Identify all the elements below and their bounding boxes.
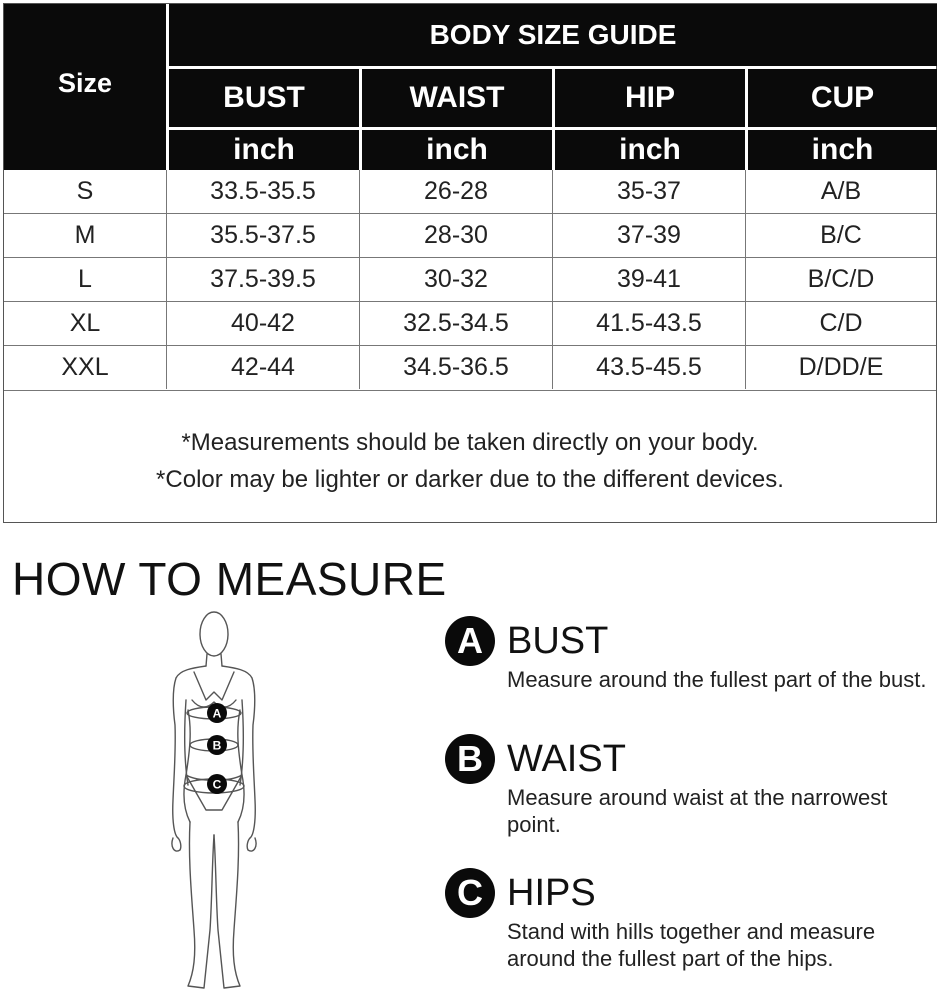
- hip-cell: 43.5-45.5: [552, 346, 745, 389]
- cup-cell: C/D: [745, 302, 936, 345]
- size-guide-table: [3, 3, 937, 523]
- hip-cell: 37-39: [552, 214, 745, 257]
- unit-label-waist: inch: [362, 130, 552, 170]
- waist-cell: 34.5-36.5: [359, 346, 552, 389]
- cup-cell: D/DD/E: [745, 346, 936, 389]
- waist-cell: 26-28: [359, 170, 552, 213]
- figure-marker-c: C: [212, 777, 222, 792]
- table-row: [4, 170, 936, 213]
- table-row: [4, 301, 936, 345]
- size-column-header: [4, 4, 166, 170]
- table-row: [4, 345, 936, 389]
- step-badge-b: B: [445, 734, 495, 784]
- table-row: [4, 213, 936, 257]
- step-description-waist: Measure around waist at the narrowest point.: [507, 785, 888, 837]
- step-title-waist: WAIST: [507, 738, 626, 780]
- step-description-bust: Measure around the fullest part of the bust.: [507, 667, 927, 692]
- column-header-bust: BUST: [169, 69, 359, 127]
- color-note: *Color may be lighter or darker due to the different devices.: [156, 466, 784, 493]
- bust-cell: 35.5-37.5: [166, 214, 359, 257]
- unit-label-cup: inch: [748, 130, 937, 170]
- step-description-hips: Stand with hills together and measure around the fullest part of the hips.: [507, 919, 876, 971]
- waist-cell: 30-32: [359, 258, 552, 301]
- cup-cell: B/C: [745, 214, 936, 257]
- waist-cell: 32.5-34.5: [359, 302, 552, 345]
- bust-cell: 37.5-39.5: [166, 258, 359, 301]
- size-cell: M: [74, 221, 96, 249]
- hip-cell: 41.5-43.5: [552, 302, 745, 345]
- size-header-label: Size: [57, 67, 113, 98]
- hip-cell: 35-37: [552, 170, 745, 213]
- bust-cell: 40-42: [166, 302, 359, 345]
- size-cell: XL: [69, 309, 101, 337]
- body-outline-icon: [148, 600, 288, 1000]
- column-header-waist: WAIST: [362, 69, 552, 127]
- waist-cell: 28-30: [359, 214, 552, 257]
- measurement-note: *Measurements should be taken directly on your body.: [181, 429, 759, 456]
- cup-cell: B/C/D: [745, 258, 936, 301]
- step-title-hips: HIPS: [507, 872, 596, 914]
- bust-cell: 33.5-35.5: [166, 170, 359, 213]
- table-notes: [4, 390, 936, 522]
- column-header-cup: CUP: [748, 69, 937, 127]
- step-title-bust: BUST: [507, 620, 609, 662]
- how-to-measure-title: HOW TO MEASURE: [12, 553, 447, 605]
- step-badge-c: C: [445, 868, 495, 918]
- figure-marker-b: B: [212, 738, 222, 753]
- size-cell: S: [76, 177, 94, 205]
- table-title: BODY SIZE GUIDE: [169, 4, 937, 66]
- size-cell: L: [78, 265, 92, 293]
- unit-label-hip: inch: [555, 130, 745, 170]
- figure-marker-a: A: [212, 706, 222, 721]
- unit-label-bust: inch: [169, 130, 359, 170]
- column-header-hip: HIP: [555, 69, 745, 127]
- hip-cell: 39-41: [552, 258, 745, 301]
- table-row: [4, 257, 936, 301]
- figure-markers: [207, 703, 227, 794]
- cup-cell: A/B: [745, 170, 936, 213]
- bust-cell: 42-44: [166, 346, 359, 389]
- body-figure-illustration: [148, 600, 288, 1000]
- step-badge-a: A: [445, 616, 495, 666]
- table-body: [4, 170, 936, 389]
- size-cell: XXL: [61, 353, 109, 381]
